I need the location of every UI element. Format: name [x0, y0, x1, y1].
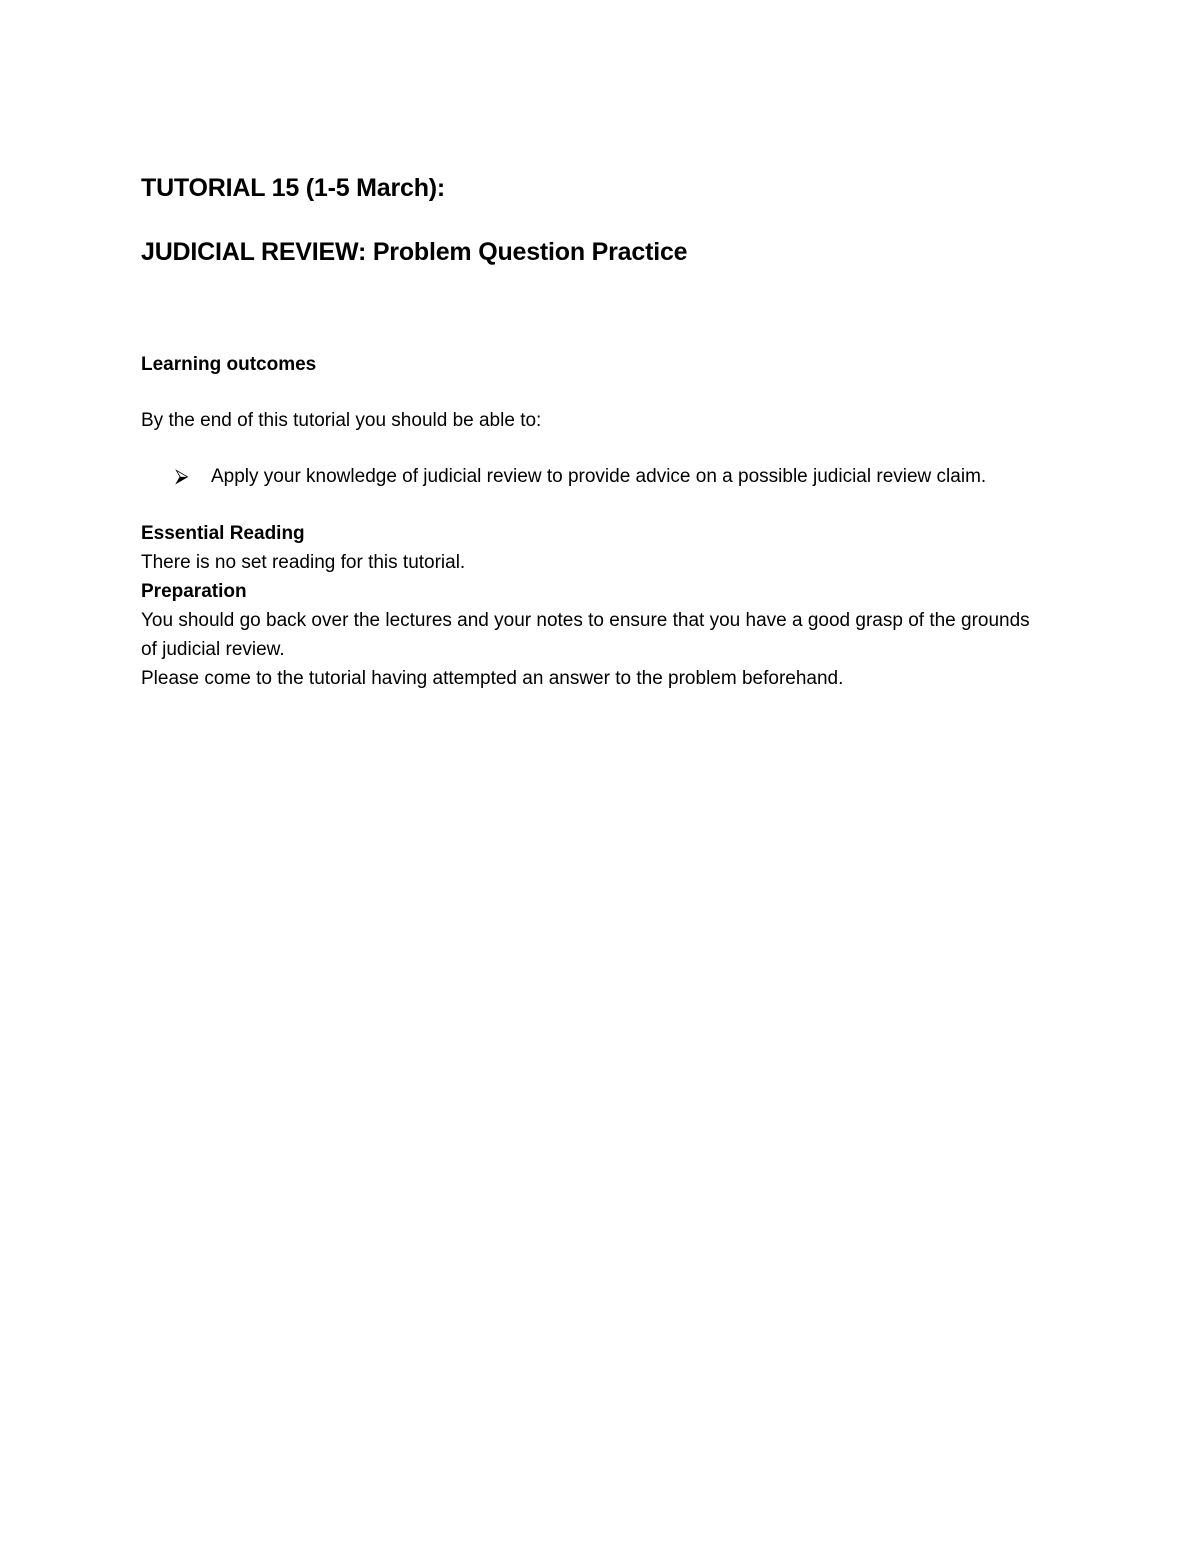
learning-outcomes-intro: By the end of this tutorial you should be able to:: [141, 410, 542, 431]
tutorial-subtitle: [141, 234, 1051, 270]
arrow-bullet-icon: ⮚: [175, 466, 189, 487]
preparation-text: You should go back over the lectures and your notes to ensure that you have a good grasp of the grounds of judicial review.: [141, 610, 1030, 660]
preparation-heading: Preparation: [141, 581, 247, 602]
document-content: [141, 170, 1051, 693]
list-item: [141, 462, 1051, 491]
preparation-instruction: Please come to the tutorial having attempted an answer to the problem beforehand.: [141, 668, 844, 689]
learning-outcomes-heading: Learning outcomes: [141, 354, 317, 375]
learning-outcome-text: Apply your knowledge of judicial review to provide advice on a possible judicial review claim.: [211, 466, 987, 487]
subtitle-topic: JUDICIAL REVIEW:: [141, 238, 367, 266]
subtitle-description: Problem Question Practice: [366, 238, 688, 266]
tutorial-title: TUTORIAL 15 (1-5 March):: [141, 174, 446, 202]
learning-outcomes-list: [141, 462, 1051, 491]
essential-reading-text: There is no set reading for this tutorial.: [141, 552, 466, 573]
essential-reading-heading: Essential Reading: [141, 523, 305, 544]
